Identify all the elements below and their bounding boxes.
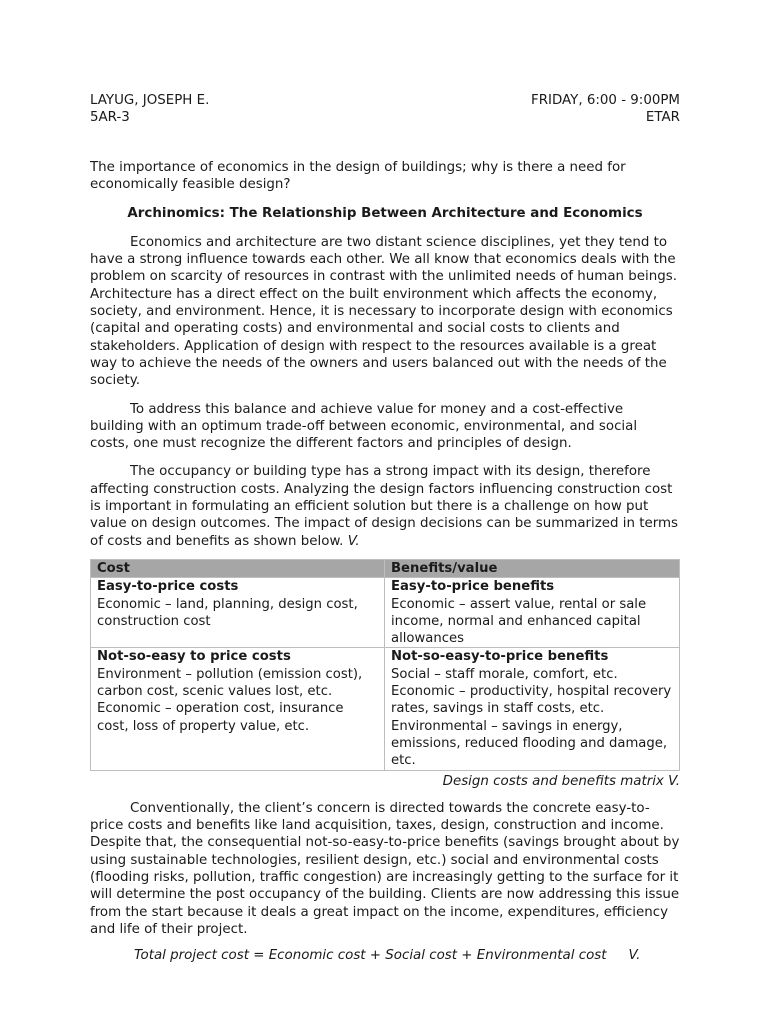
paragraph-1: Economics and architecture are two distant science disciplines, yet they tend to have a strong influence towards each other. We all know that economics deals with the problem on scarcity of resources in contrast with the unlimited needs of human beings. Architecture has a direct effect on the built environment which affects the economy, society, and environment. Hence, it is necessary to incorporate design with economics (capital and operating costs) and environmental and social costs to clients and stakeholders. Application of design with respect to the resources available is a great way to achieve the needs of the owners and users balanced out with the needs of the society. [90, 234, 677, 389]
header-benefits: Benefits/value [385, 559, 680, 577]
cost-text-easy: Economic – land, planning, design cost, construction cost [97, 596, 358, 629]
table-row [91, 648, 680, 770]
cost-text-environment: Environment – pollution (emission cost), carbon cost, scenic values lost, etc. [97, 666, 363, 700]
benefit-text-easy: Economic – assert value, rental or sale income, normal and enhanced capital allowances [391, 596, 647, 647]
cost-benefit-matrix [90, 559, 680, 771]
course-code: ETAR [645, 110, 680, 125]
formula-citation: V. [628, 948, 641, 964]
document-header [90, 92, 680, 126]
cost-heading-hard: Not-so-easy to price costs [97, 649, 291, 665]
benefit-heading-hard: Not-so-easy-to-price benefits [391, 649, 609, 665]
paragraph-4: Conventionally, the client’s concern is directed towards the concrete easy-to-price costs and benefits like land acquisition, taxes, design, construction and income. Despite that, the consequential not-so-easy-to-price benefits (savings brought about by using sustainable technologies, resilient design, etc.) social and environmental costs (flooding risks, pollution, traffic congestion) are increasingly getting to the surface for it will determine the post occupancy of the building. Clients are now addressing this issue from the start because it deals a great impact on the income, expenditures, efficiency and life of their project. [90, 800, 680, 937]
essay-title: Archinomics: The Relationship Between Architecture and Economics [127, 205, 643, 221]
header-cost: Cost [91, 559, 385, 577]
benefit-text-social: Social – staff morale, comfort, etc. [391, 666, 618, 682]
class-schedule: FRIDAY, 6:00 - 9:00PM [531, 93, 680, 108]
formula-text: Total project cost = Economic cost + Social cost + Environmental cost [134, 948, 607, 964]
cost-heading-easy: Easy-to-price costs [97, 579, 239, 595]
cost-text-economic: Economic – operation cost, insurance cost, loss of property value, etc. [97, 701, 344, 734]
benefit-text-economic: Economic – productivity, hospital recovery rates, savings in staff costs, etc. [391, 684, 672, 717]
header-right [531, 92, 680, 126]
document-page [90, 92, 680, 964]
cost-cell-hard [91, 648, 385, 770]
student-section: 5AR-3 [90, 110, 130, 125]
cost-cell-easy [91, 578, 385, 648]
student-name: LAYUG, JOSEPH E. [90, 93, 210, 108]
paragraph-2: To address this balance and achieve value for money and a cost-effective building with an optimum trade-off between economic, environmental, and social costs, one must recognize the different factors and principles of design. [90, 401, 638, 452]
paragraph-3 [90, 463, 680, 549]
benefit-text-environmental: Environmental – savings in energy, emissions, reduced flooding and damage, etc. [391, 718, 668, 769]
matrix-header-row [91, 559, 680, 577]
essay-question: The importance of economics in the design of buildings; why is there a need for economically feasible design? [90, 160, 626, 193]
cost-formula [90, 947, 680, 964]
benefit-cell-easy [385, 578, 680, 648]
benefit-heading-easy: Easy-to-price benefits [391, 579, 555, 595]
table-caption: Design costs and benefits matrix V. [442, 773, 680, 789]
header-left [90, 92, 209, 126]
benefit-cell-hard [385, 648, 680, 770]
paragraph-3-citation: V. [347, 533, 360, 549]
table-row [91, 578, 680, 648]
paragraph-3-text: The occupancy or building type has a strong impact with its design, therefore affecting construction costs. Analyzing the design factors influencing construction cost is important in formulating an efficient solution but there is a challenge on how put value on design outcomes. The impact of design decisions can be summarized in terms of costs and benefits as shown below. [90, 464, 679, 549]
